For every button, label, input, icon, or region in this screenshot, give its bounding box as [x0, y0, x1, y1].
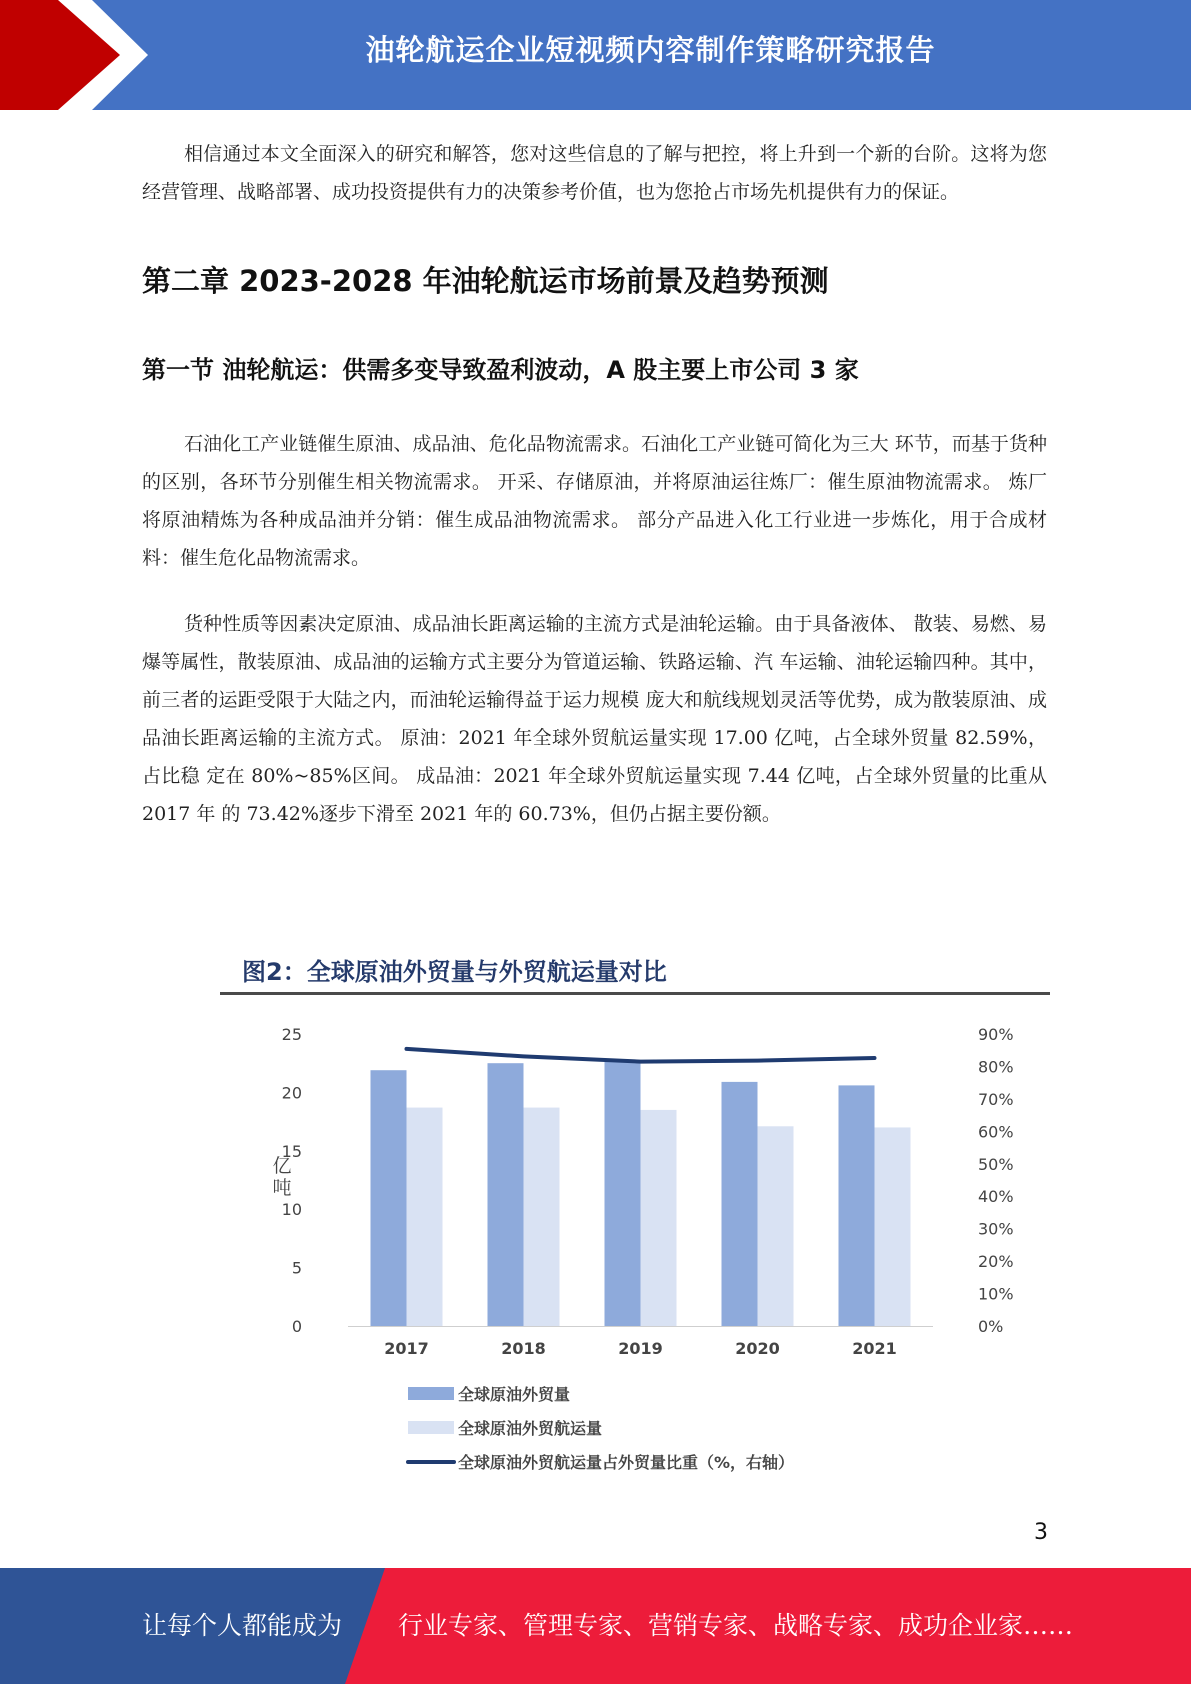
body-paragraph-2: 货种性质等因素决定原油、成品油长距离运输的主流方式是油轮运输。由于具备液体、 散装、易燃、易爆等属性，散装原油、成品油的运输方式主要分为管道运输、铁路运输、汽 车运输、油轮运输四种。其中，前三者的运距受限于大陆之内，而油轮运输得益于运力规模 庞大和航线规划灵活等优势，成为散装原油、成品油长距离运输的主流方式。 原油：2021 年全球外贸航运量实现 17.00 亿吨，占全球外贸量 82.59%，占比稳 定在 80%~85%区间。 成品油：2021 年全球外贸航运量实现 7.44 亿吨，占全球外贸量的比重从 2017 年 的 73.42%逐步下滑至 2021 年的 60.73%，但仍占据主要份额。: [142, 613, 1047, 825]
bar-shipping-volume-2017: [407, 1108, 443, 1326]
y2-tick-label: 90%: [978, 1025, 1014, 1044]
bar-trade-volume-2021: [839, 1085, 875, 1326]
bar-trade-volume-2017: [371, 1070, 407, 1326]
bar-shipping-volume-2020: [758, 1126, 794, 1326]
y2-tick-label: 70%: [978, 1089, 1014, 1109]
y-tick-label: 20: [281, 1083, 302, 1103]
bar-trade-volume-2018: [488, 1063, 524, 1326]
page-header: [0, 0, 1191, 110]
x-tick-label: 2017: [384, 1339, 429, 1358]
y2-tick-label: 60%: [978, 1122, 1014, 1142]
y2-tick-label: 30%: [978, 1219, 1014, 1239]
legend-swatch-1: [408, 1421, 454, 1434]
y-tick-label: 25: [281, 1025, 302, 1044]
footer-slogan-left: 让每个人都能成为: [142, 1611, 343, 1640]
bar-shipping-volume-2021: [875, 1127, 911, 1326]
y2-tick-label: 20%: [978, 1252, 1014, 1272]
legend-label-1: 全球原油外贸航运量: [458, 1419, 603, 1438]
x-tick-label: 2021: [852, 1339, 897, 1358]
x-tick-label: 2018: [501, 1339, 546, 1358]
y-axis-label: 亿: [272, 1155, 292, 1177]
y2-tick-label: 80%: [978, 1057, 1014, 1077]
page-number: 3: [1034, 1520, 1048, 1545]
body-paragraph-1: 石油化工产业链催生原油、成品油、危化品物流需求。石油化工产业链可简化为三大 环节，而基于货种的区别，各环节分别催生相关物流需求。 开采、存储原油，并将原油运往炼厂：催生原油物流需求。 炼厂将原油精炼为各种成品油并分销：催生成品油物流需求。 部分产品进入化工行业进一步炼化，用于合成材料：催生危化品物流需求。: [142, 433, 1047, 569]
chart-title: 图2：全球原油外贸量与外贸航运量对比: [242, 958, 667, 986]
page-footer: [0, 1568, 1191, 1684]
x-tick-label: 2020: [735, 1339, 780, 1358]
section-title: 第一节 油轮航运：供需多变导致盈利波动，A 股主要上市公司 3 家: [142, 356, 859, 384]
footer-slogan-right: 行业专家、管理专家、营销专家、战略专家、成功企业家……: [398, 1611, 1074, 1640]
chart-canvas: [200, 940, 1080, 1480]
bar-shipping-volume-2019: [641, 1110, 677, 1326]
y2-tick-label: 10%: [978, 1284, 1014, 1304]
legend-swatch-0: [408, 1387, 454, 1400]
y2-tick-label: 0%: [978, 1317, 1004, 1336]
x-tick-label: 2019: [618, 1339, 663, 1358]
intro-paragraph: 相信通过本文全面深入的研究和解答，您对这些信息的了解与把控，将上升到一个新的台阶。这将为您经营管理、战略部署、成功投资提供有力的决策参考价值，也为您抢占市场先机提供有力的保证。: [142, 143, 1047, 203]
y-tick-label: 10: [281, 1200, 302, 1220]
header-arrow-decoration: [0, 0, 160, 110]
line-shipping-share: [407, 1049, 875, 1062]
legend-label-2: 全球原油外贸航运量占外贸量比重（%，右轴）: [458, 1453, 795, 1472]
chapter-title: 第二章 2023-2028 年油轮航运市场前景及趋势预测: [142, 264, 829, 298]
y-tick-label: 5: [291, 1258, 302, 1278]
y-tick-label: 15: [281, 1141, 302, 1161]
header-title: 油轮航运企业短视频内容制作策略研究报告: [365, 33, 936, 67]
main-content: [142, 135, 1047, 861]
y-tick-label: 0: [291, 1317, 302, 1336]
chart-figure: [200, 940, 1080, 1480]
bar-shipping-volume-2018: [524, 1108, 560, 1326]
y2-tick-label: 40%: [978, 1187, 1014, 1207]
y2-tick-label: 50%: [978, 1154, 1014, 1174]
bar-trade-volume-2020: [722, 1082, 758, 1326]
legend-label-0: 全球原油外贸量: [458, 1385, 571, 1404]
y-axis-label: 吨: [272, 1177, 292, 1199]
bar-trade-volume-2019: [605, 1061, 641, 1326]
